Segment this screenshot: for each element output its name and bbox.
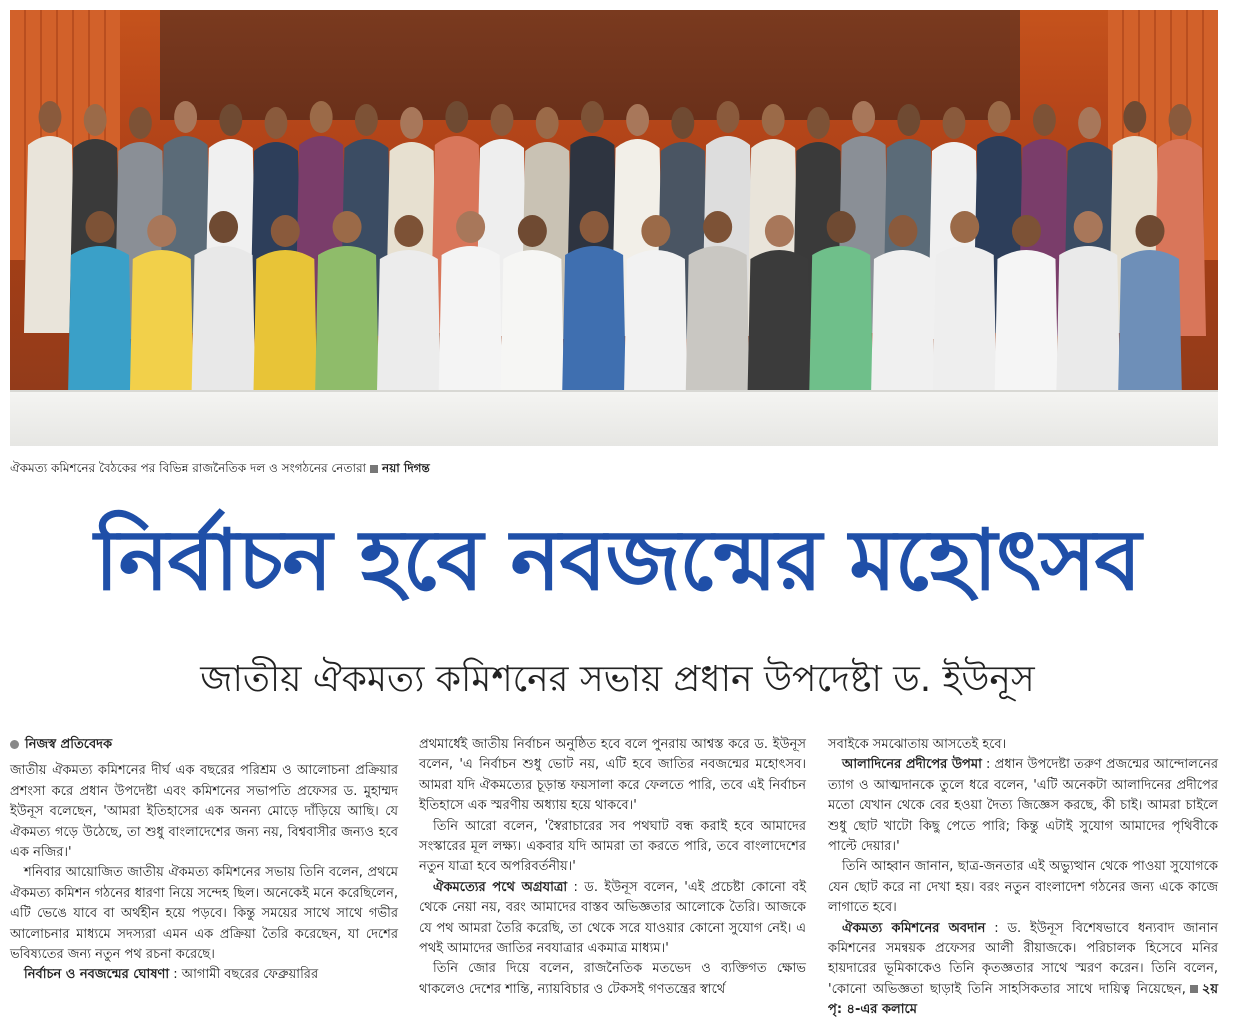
- person-head: [1135, 215, 1164, 247]
- paragraph: নির্বাচন ও নবজন্মের ঘোষণা : আগামী বছরের ফেব্রুয়ারির: [24, 967, 319, 983]
- person-head: [1169, 104, 1192, 136]
- article-column-2: [419, 735, 806, 1000]
- person-head: [394, 215, 423, 247]
- crowd-illustration: [10, 95, 1218, 395]
- person-head: [1074, 211, 1103, 243]
- group-photo: [10, 10, 1218, 446]
- person-head: [1012, 215, 1041, 247]
- person-head: [762, 104, 785, 136]
- person-body: [685, 246, 751, 395]
- person-body: [24, 136, 76, 333]
- photo-caption: [10, 460, 430, 480]
- person-body: [1055, 246, 1121, 395]
- person-head: [174, 101, 197, 133]
- person-body: [623, 250, 689, 395]
- person-head: [39, 101, 62, 133]
- bullet-icon: [10, 740, 19, 749]
- paragraph: আলাদিনের প্রদীপের উপমা : প্রধান উপদেষ্টা তরুণ প্রজন্মের আন্দোলনের ত্যাগ ও আত্মদানকে তুলে ধরে বলেন, 'এটি অনেকটা আলাদিনের প্রদীপের মতো যেখান থেকে বের হওয়া দৈত্য জিজ্ঞেস করছে, কী চাই। আমরা চাইলে শুধু ছোট খাটো কিছু পেতে পারি; কিন্তু এটাই সুযোগ আমাদের পৃথিবীকে পাল্টে দেয়ার।': [828, 757, 1218, 855]
- person-head: [491, 104, 514, 136]
- person-head: [852, 101, 875, 133]
- person-head: [807, 107, 830, 139]
- person-head: [1123, 101, 1146, 133]
- person-body: [499, 250, 565, 395]
- paragraph: জাতীয় ঐকমত্য কমিশনের দীর্ঘ এক বছরের পরিশ্রম ও আলোচনা প্রক্রিয়ার প্রশংসা করে প্রধান উপদেষ্টা এবং কমিশনের সভাপতি প্রফেসর ড. মুহাম্মদ ইউনূস বলেছেন, 'আমরা ইতিহাসের এক অনন্য মোড়ে দাঁড়িয়ে আছি। যে ঐকমত্য গড়ে উঠেছে, তা শুধু বাংলাদেশের জন্য নয়, বিশ্ববাসীর জন্যও হবে এক নজির।': [10, 763, 398, 861]
- article-column-1: [10, 735, 398, 986]
- subheadline: জাতীয় ঐকমত্য কমিশনের সভায় প্রধান উপদেষ্টা ড. ইউনূস: [200, 659, 1035, 700]
- person-head: [888, 215, 917, 247]
- person-body: [746, 250, 812, 395]
- person-body: [191, 246, 257, 395]
- person-head: [703, 211, 732, 243]
- person-body: [376, 250, 442, 395]
- person-head: [1033, 104, 1056, 136]
- person-body: [438, 246, 504, 395]
- person-body: [993, 250, 1059, 395]
- person-head: [827, 211, 856, 243]
- person-body: [1117, 250, 1183, 395]
- paragraph: প্রথমার্ধেই জাতীয় নির্বাচন অনুষ্ঠিত হবে বলে পুনরায় আশ্বস্ত করে ড. ইউনূস বলেন, 'এ নির্বাচন শুধু ভোট নয়, এটি হবে জাতির নবজন্মের মহোৎসব। আমরা যদি ঐকমত্যের চূড়ান্ত ফয়সালা করে ফেলতে পারি, তবে এই নির্বাচন ইতিহাসে এক স্মরণীয় অধ্যায় হয়ে থাকবে।': [419, 737, 806, 814]
- person-head: [943, 107, 966, 139]
- person-head: [581, 101, 604, 133]
- person-head: [85, 211, 114, 243]
- subhead-lead: ঐকমত্যের পথে অগ্রযাত্রা: [433, 879, 568, 895]
- person-head: [1078, 107, 1101, 139]
- paragraph: ঐকমত্য কমিশনের অবদান : ড. ইউনূস বিশেষভাবে ধন্যবাদ জানান কমিশনের সমন্বয়ক প্রফেসর আলী রীয়াজকে। পরিচালক হিসেবে মনির হায়দারের ভূমিকাকেও তিনি কৃতজ্ঞতার সাথে স্মরণ করেন। তিনি বলেন, 'কোনো অভিজ্ঞতা ছাড়াই তিনি সাহসিকতার সাথে দায়িত্ব নিয়েছেন, ২য় পৃ: ৪-এর কলামে: [828, 920, 1218, 1018]
- caption-text: ঐকমত্য কমিশনের বৈঠকের পর বিভিন্ন রাজনৈতিক দল ও সংগঠনের নেতারা: [10, 461, 367, 475]
- subhead-lead: নির্বাচন ও নবজন্মের ঘোষণা: [24, 967, 170, 983]
- person-head: [580, 211, 609, 243]
- person-body: [870, 250, 936, 395]
- person-head: [717, 101, 740, 133]
- conference-table: [10, 390, 1218, 446]
- jump-square-icon: [1190, 985, 1198, 993]
- person-head: [333, 211, 362, 243]
- person-body: [67, 246, 133, 395]
- person-head: [641, 215, 670, 247]
- person-head: [626, 104, 649, 136]
- person-head: [147, 215, 176, 247]
- photo-credit: নয়া দিগন্ত: [382, 461, 430, 475]
- paragraph: তিনি আহ্বান জানান, ছাত্র-জনতার এই অভ্যুত্থান থেকে পাওয়া সুযোগকে যেন ছোট করে না দেখা হয়। বরং নতুন বাংলাদেশ গঠনের জন্য একে কাজে লাগাতে হবে।: [828, 859, 1218, 916]
- article-column-3: [828, 735, 1218, 1021]
- headline: নির্বাচন হবে নবজন্মের মহোৎসব: [94, 511, 1141, 609]
- paragraph: তিনি জোর দিয়ে বলেন, রাজনৈতিক মতভেদ ও ব্যক্তিগত ক্ষোভ থাকলেও দেশের শান্তি, ন্যায়বিচার ও টেকসই গণতন্ত্রের স্বার্থে: [419, 961, 806, 997]
- person-head: [765, 215, 794, 247]
- paragraph: ঐকমত্যের পথে অগ্রযাত্রা : ড. ইউনূস বলেন, 'এই প্রচেষ্টা কোনো বই থেকে নেয়া নয়, বরং আমাদের বাস্তব অভিজ্ঞতার আলোকে তৈরি। আজকে যে পথ আমরা তৈরি করেছি, তা থেকে সরে যাওয়ার কোনো সুযোগ নেই। এ পথই আমাদের জাতির নবযাত্রার একমাত্র মাধ্যম।': [419, 879, 806, 957]
- subhead-lead: ঐকমত্য কমিশনের অবদান: [842, 920, 986, 936]
- person-head: [536, 107, 559, 139]
- person-body: [252, 250, 318, 395]
- byline: নিজস্ব প্রতিবেদক: [10, 735, 398, 755]
- person-head: [219, 104, 242, 136]
- person-head: [950, 211, 979, 243]
- person-head: [84, 104, 107, 136]
- subhead-lead: আলাদিনের প্রদীপের উপমা: [842, 757, 982, 773]
- person-head: [265, 107, 288, 139]
- separator-square-icon: [370, 465, 378, 473]
- person-body: [129, 250, 195, 395]
- paragraph: সবাইকে সমঝোতায় আসতেই হবে।: [828, 737, 1007, 752]
- person-head: [209, 211, 238, 243]
- paragraph: শনিবার আয়োজিত জাতীয় ঐকমত্য কমিশনের সভায় তিনি বলেন, প্রথমে ঐকমত্য কমিশন গঠনের ধারণা নিয়ে সন্দেহ ছিল। অনেকেই মনে করেছিলেন, এটি ভেঙে যাবে বা অর্থহীন হয়ে পড়বে। কিন্তু সময়ের সাথে সাথে গভীর আলোচনার মাধ্যমে সদস্যরা এমন এক প্রক্রিয়া তৈরি করেছেন, যা দেশের ভবিষ্যতের জন্য নতুন পথ রচনা করেছে।: [10, 865, 398, 963]
- person-head: [671, 107, 694, 139]
- person-head: [518, 215, 547, 247]
- person-head: [897, 104, 920, 136]
- person-body: [932, 246, 998, 395]
- person-body: [561, 246, 627, 395]
- person-head: [445, 101, 468, 133]
- jump-reference: ২য় পৃ: ৪-এর কলামে: [828, 981, 1218, 1018]
- person-head: [400, 107, 423, 139]
- paragraph: তিনি আরো বলেন, 'স্বৈরাচারের সব পথঘাট বন্ধ করাই হবে আমাদের সংস্কারের মূল লক্ষ্য। একবার যদি আমরা তা করতে পারি, তবে বাংলাদেশের নতুন যাত্রা হবে অপরিবর্তনীয়।': [419, 818, 806, 875]
- person-head: [355, 104, 378, 136]
- person-head: [129, 107, 152, 139]
- person-head: [310, 101, 333, 133]
- person-body: [314, 246, 380, 395]
- person-head: [456, 211, 485, 243]
- person-body: [808, 246, 874, 395]
- person-head: [271, 215, 300, 247]
- person-head: [988, 101, 1011, 133]
